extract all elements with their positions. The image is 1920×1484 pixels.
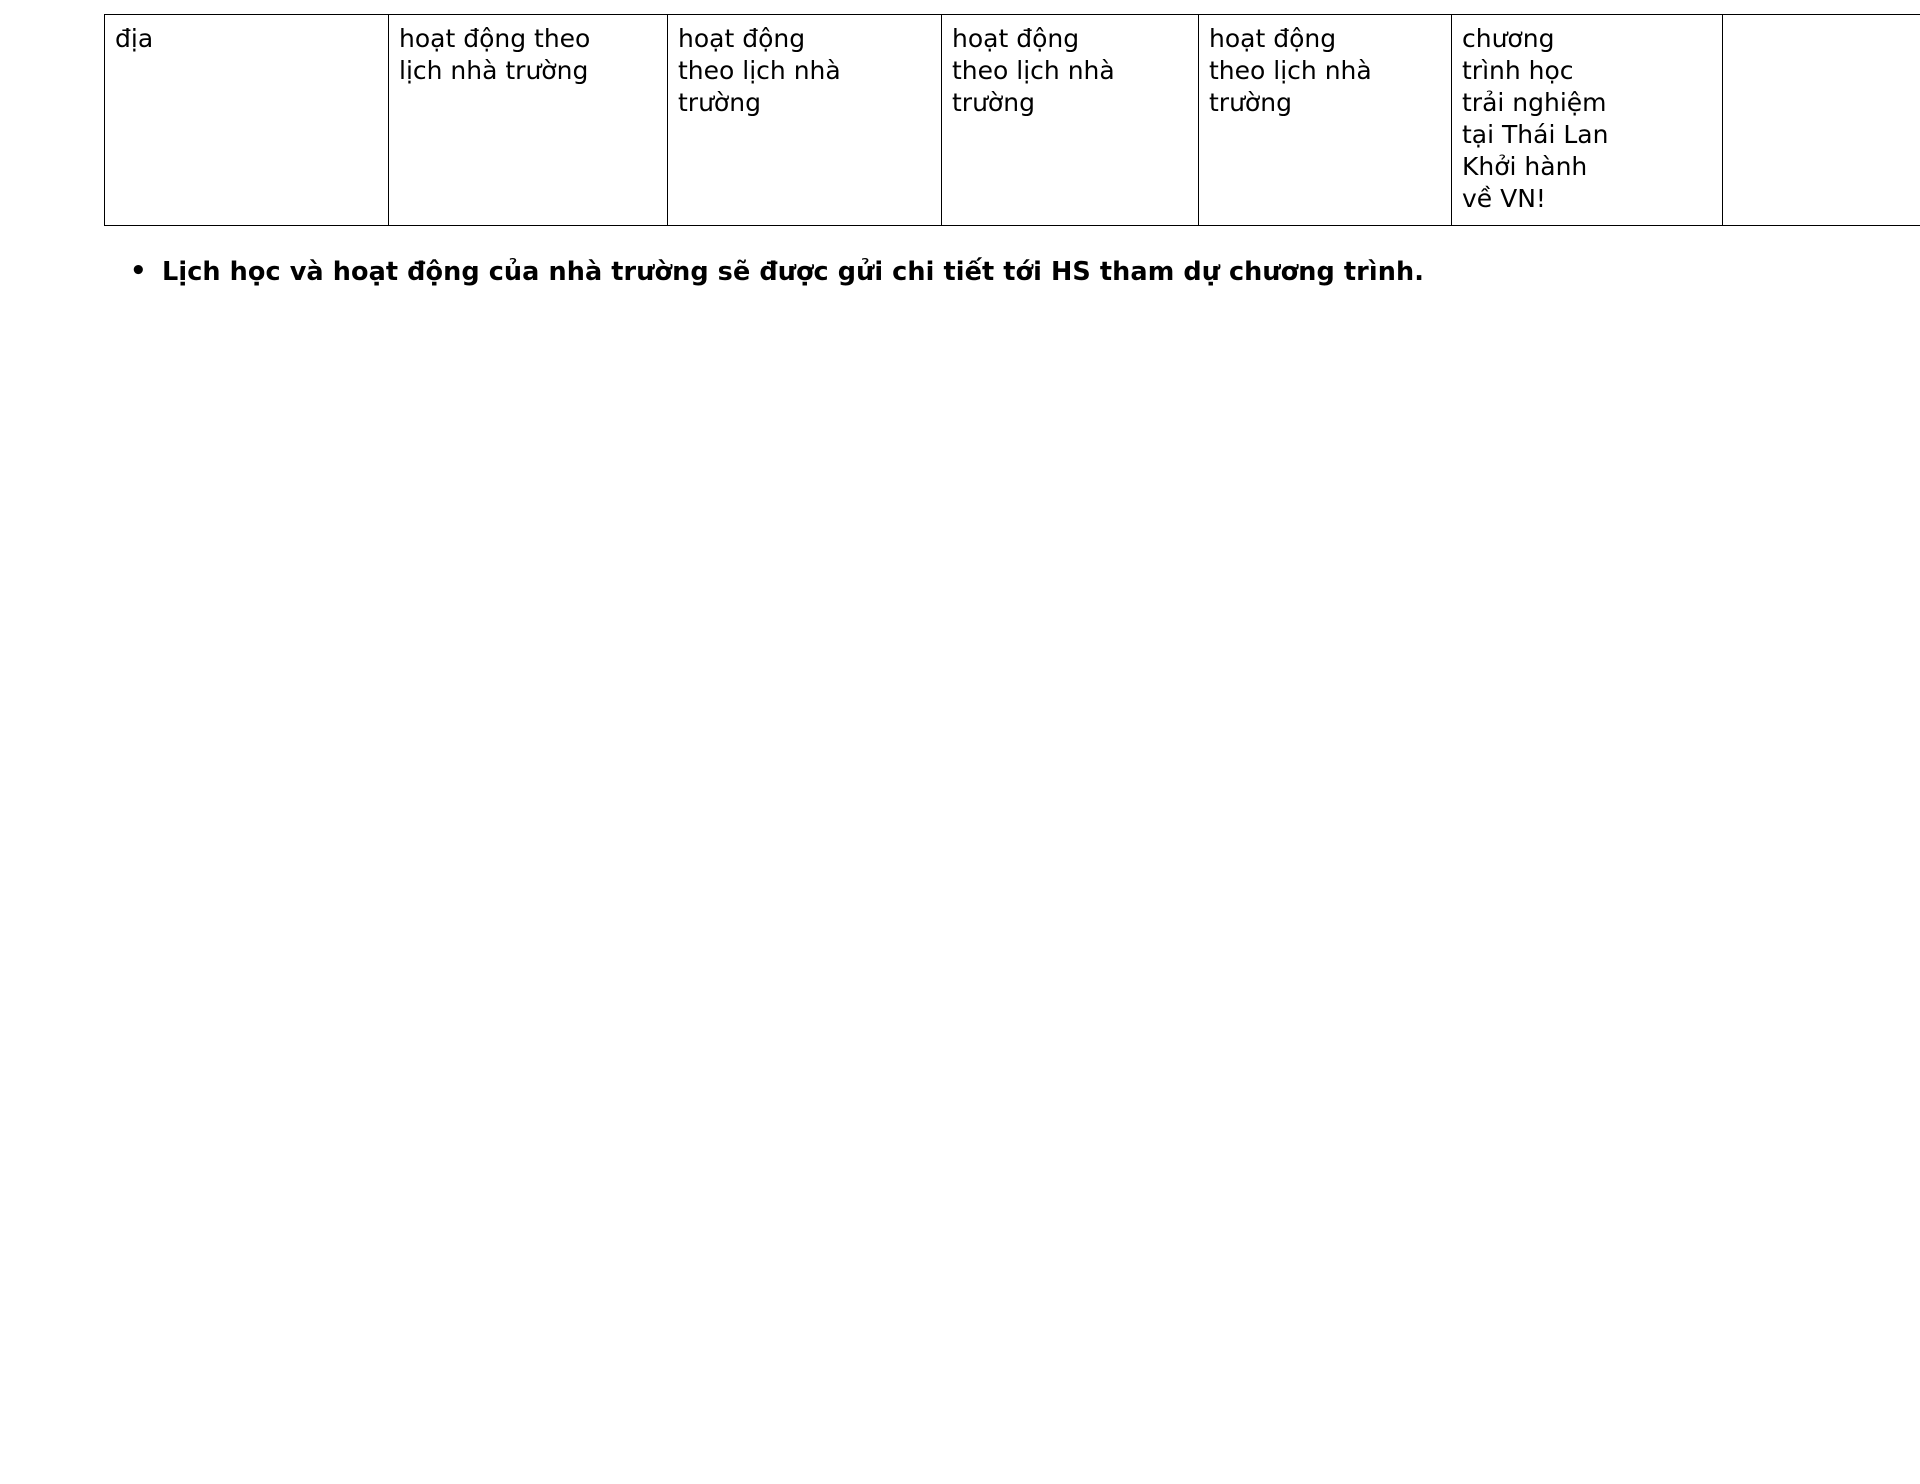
cell-line: tại Thái Lan — [1462, 120, 1609, 149]
cell-line: hoạt động theo — [399, 24, 591, 53]
cell-line: lịch nhà trường — [399, 56, 589, 85]
table-cell-activity-2 — [668, 15, 942, 226]
list-item — [104, 256, 1844, 289]
cell-line: theo lịch nhà — [952, 56, 1115, 85]
table-cell-activity-4 — [1199, 15, 1452, 226]
cell-line: trình học — [1462, 56, 1574, 85]
note-text: Lịch học và hoạt động của nhà trường sẽ được gửi chi tiết tới HS tham dự chương trình. — [162, 257, 1424, 287]
cell-line: trải nghiệm — [1462, 88, 1607, 117]
table-cell-empty — [1723, 15, 1920, 226]
cell-line: theo lịch nhà — [678, 56, 841, 85]
cell-line: hoạt động — [1209, 24, 1337, 53]
schedule-table — [104, 14, 1920, 226]
table-body — [105, 15, 1920, 226]
table-cell-activity-3 — [942, 15, 1199, 226]
cell-line: Khởi hành — [1462, 152, 1588, 181]
cell-line: theo lịch nhà — [1209, 56, 1372, 85]
table-cell-activity-1 — [389, 15, 668, 226]
table-cell-location — [105, 15, 389, 226]
table-row — [105, 15, 1920, 226]
notes-list — [104, 256, 1844, 289]
document-body — [104, 14, 1844, 289]
cell-line: trường — [1209, 88, 1292, 117]
table-cell-program-highlight — [1452, 15, 1723, 226]
cell-line: về VN! — [1462, 184, 1546, 213]
cell-line: hoạt động — [678, 24, 806, 53]
cell-line: trường — [678, 88, 761, 117]
cell-line: trường — [952, 88, 1035, 117]
cell-line: chương — [1462, 24, 1555, 53]
cell-line: địa — [115, 24, 154, 53]
bullet-icon: • — [130, 256, 147, 286]
cell-line: hoạt động — [952, 24, 1080, 53]
